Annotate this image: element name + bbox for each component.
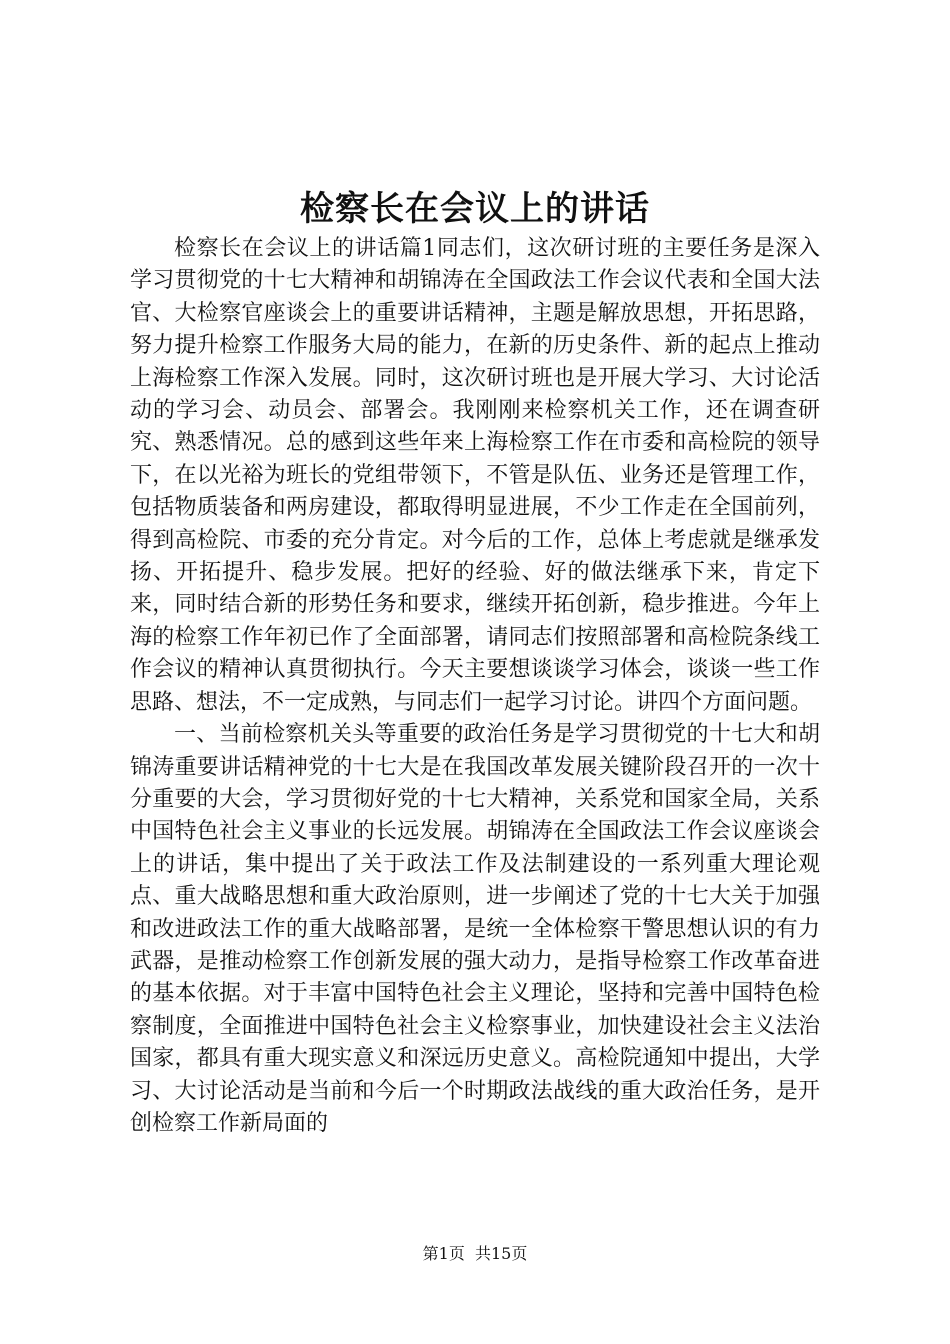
paragraph-2: 一、当前检察机关头等重要的政治任务是学习贯彻党的十七大和胡锦涛重要讲话精神党的十七大是在我国改革发展关键阶段召开的一次十分重要的大会，学习贯彻好党的十七大精神，关系党和国家全局，关系中国特色社会主义事业的长远发展。胡锦涛在全国政法工作会议座谈会上的讲话，集中提出了关于政法工作及法制建设的一系列重大理论观点、重大战略思想和重大政治原则，进一步阐述了党的十七大关于加强和改进政法工作的重大战略部署，是统一全体检察干警思想认识的有力武器，是推动检察工作创新发展的强大动力，是指导检察工作改革奋进的基本依据。对于丰富中国特色社会主义理论，坚持和完善中国特色检察制度，全面推进中国特色社会主义检察事业，加快建设社会主义法治国家，都具有重大现实意义和深远历史意义。高检院通知中提出，大学习、大讨论活动是当前和今后一个时期政法战线的重大政治任务，是开创检察工作新局面的: [130, 722, 820, 1136]
page-number-label: 第1页 共15页: [422, 1244, 528, 1263]
paragraph-1: 检察长在会议上的讲话篇1同志们，这次研讨班的主要任务是深入学习贯彻党的十七大精神和胡锦涛在全国政法工作会议代表和全国大法官、大检察官座谈会上的重要讲话精神，主题是解放思想，开拓思路，努力提升检察工作服务大局的能力，在新的历史条件、新的起点上推动上海检察工作深入发展。同时，这次研讨班也是开展大学习、大讨论活动的学习会、动员会、部署会。我刚刚来检察机关工作，还在调查研究、熟悉情况。总的感到这些年来上海检察工作在市委和高检院的领导下，在以光裕为班长的党组带领下，不管是队伍、业务还是管理工作，包括物质装备和两房建设，都取得明显进展，不少工作走在全国前列，得到高检院、市委的充分肯定。对今后的工作，总体上考虑就是继承发扬、开拓提升、稳步发展。把好的经验、好的做法继承下来，肯定下来，同时结合新的形势任务和要求，继续开拓创新，稳步推进。今年上海的检察工作年初已作了全面部署，请同志们按照部署和高检院条线工作会议的精神认真贯彻执行。今天主要想谈谈学习体会，谈谈一些工作思路、想法，不一定成熟，与同志们一起学习讨论。讲四个方面问题。: [130, 236, 820, 715]
document-title: 检察长在会议上的讲话: [300, 189, 650, 229]
page-footer: [0, 1242, 950, 1266]
document-body: [130, 233, 820, 1140]
